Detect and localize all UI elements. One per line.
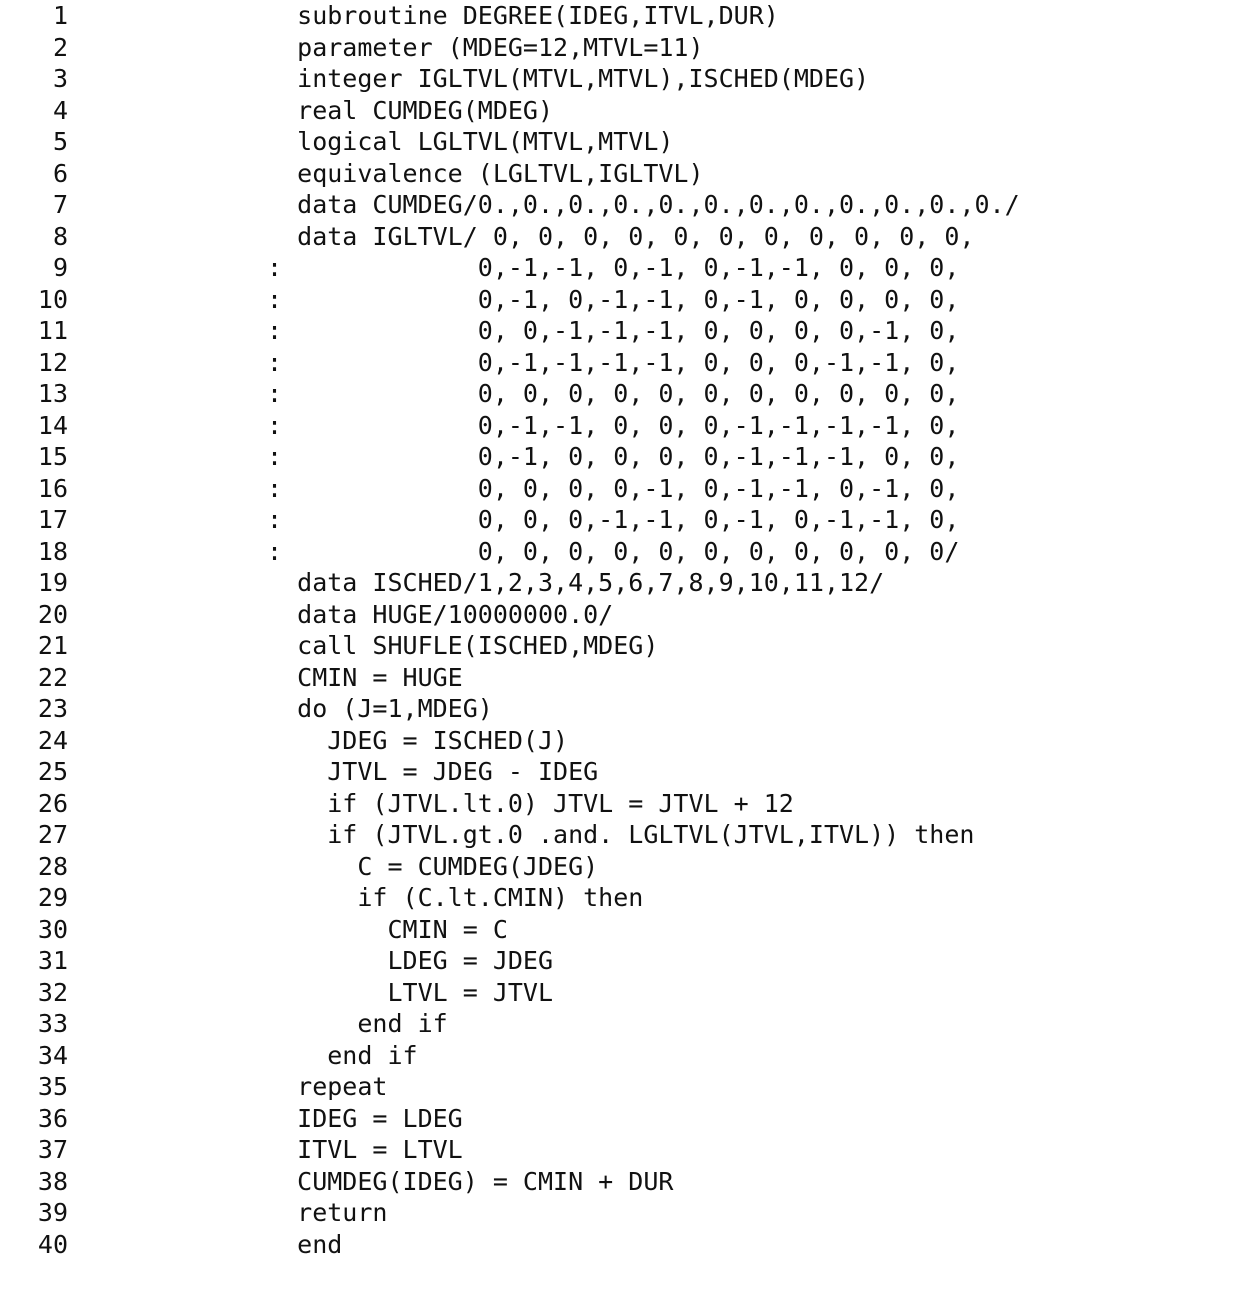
code-line	[0, 1103, 1254, 1135]
code-line	[0, 882, 1254, 914]
code-text: IDEG = LDEG	[252, 1103, 463, 1133]
code-text: : 0, 0, 0,-1,-1, 0,-1, 0,-1,-1, 0,	[252, 505, 960, 534]
line-number: 16	[37, 473, 68, 503]
code-text: do (J=1,MDEG)	[252, 694, 493, 723]
code-text: data IGLTVL/ 0, 0, 0, 0, 0, 0, 0, 0, 0, 0, 0,	[252, 221, 975, 251]
code-text: LDEG = JDEG	[252, 946, 554, 975]
code-text: if (JTVL.lt.0) JTVL = JTVL + 12	[252, 788, 794, 818]
line-number: 22	[37, 662, 68, 692]
code-text: call SHUFLE(ISCHED,MDEG)	[252, 631, 659, 660]
code-line	[0, 756, 1254, 788]
code-line	[0, 504, 1254, 536]
code-line	[0, 252, 1254, 284]
code-text: end if	[252, 1040, 418, 1070]
line-number: 35	[37, 1072, 68, 1101]
line-number: 12	[37, 347, 68, 377]
code-text: : 0,-1,-1, 0, 0, 0,-1,-1,-1,-1, 0,	[252, 410, 960, 440]
line-number: 1	[52, 1, 68, 30]
code-text: : 0, 0, 0, 0, 0, 0, 0, 0, 0, 0, 0/	[252, 536, 960, 566]
code-line	[0, 32, 1254, 64]
code-text: data ISCHED/1,2,3,4,5,6,7,8,9,10,11,12/	[252, 568, 885, 597]
line-number: 20	[37, 599, 68, 629]
code-text: end	[252, 1229, 343, 1259]
line-number: 24	[37, 725, 68, 755]
line-number: 14	[37, 410, 68, 440]
line-number: 8	[52, 221, 68, 251]
line-number: 39	[37, 1198, 68, 1227]
code-text: parameter (MDEG=12,MTVL=11)	[252, 32, 704, 62]
code-line	[0, 189, 1254, 221]
code-text: JDEG = ISCHED(J)	[252, 725, 569, 755]
line-number: 23	[37, 694, 68, 723]
line-number: 31	[37, 946, 68, 975]
code-line	[0, 1071, 1254, 1103]
code-text: data CUMDEG/0.,0.,0.,0.,0.,0.,0.,0.,0.,0.,0.,0./	[252, 190, 1020, 219]
code-text: end if	[252, 1009, 448, 1038]
line-number: 26	[37, 788, 68, 818]
line-number: 13	[37, 379, 68, 408]
code-line	[0, 95, 1254, 127]
code-line	[0, 914, 1254, 946]
line-number: 15	[37, 442, 68, 471]
code-line	[0, 126, 1254, 158]
code-line	[0, 567, 1254, 599]
code-line	[0, 1166, 1254, 1198]
code-line	[0, 662, 1254, 694]
code-line	[0, 725, 1254, 757]
code-line	[0, 788, 1254, 820]
code-line	[0, 819, 1254, 851]
code-line	[0, 977, 1254, 1009]
code-text: CUMDEG(IDEG) = CMIN + DUR	[252, 1166, 674, 1196]
code-text: real CUMDEG(MDEG)	[252, 95, 554, 125]
line-number: 9	[52, 253, 68, 282]
code-text: : 0, 0,-1,-1,-1, 0, 0, 0, 0,-1, 0,	[252, 316, 960, 345]
code-text: : 0,-1, 0, 0, 0, 0,-1,-1,-1, 0, 0,	[252, 442, 960, 471]
line-number: 40	[37, 1229, 68, 1259]
code-text: integer IGLTVL(MTVL,MTVL),ISCHED(MDEG)	[252, 64, 870, 93]
code-text: JTVL = JDEG - IDEG	[252, 757, 599, 786]
line-number: 37	[37, 1135, 68, 1164]
code-line	[0, 693, 1254, 725]
code-text: equivalence (LGLTVL,IGLTVL)	[252, 158, 704, 188]
code-text: : 0,-1,-1, 0,-1, 0,-1,-1, 0, 0, 0,	[252, 253, 960, 282]
line-number: 19	[37, 568, 68, 597]
line-number: 36	[37, 1103, 68, 1133]
code-text: C = CUMDEG(JDEG)	[252, 851, 599, 881]
code-line	[0, 536, 1254, 568]
line-number: 38	[37, 1166, 68, 1196]
code-line	[0, 1229, 1254, 1261]
code-text: CMIN = C	[252, 914, 508, 944]
code-text: if (C.lt.CMIN) then	[252, 883, 644, 912]
code-line	[0, 284, 1254, 316]
code-text: : 0,-1,-1,-1,-1, 0, 0, 0,-1,-1, 0,	[252, 347, 960, 377]
code-text: repeat	[252, 1072, 388, 1101]
code-text: CMIN = HUGE	[252, 662, 463, 692]
code-line	[0, 410, 1254, 442]
code-text: return	[252, 1198, 388, 1227]
code-text: : 0,-1, 0,-1,-1, 0,-1, 0, 0, 0, 0,	[252, 284, 960, 314]
code-line	[0, 851, 1254, 883]
line-number: 5	[52, 127, 68, 156]
code-text: LTVL = JTVL	[252, 977, 554, 1007]
line-number: 27	[37, 820, 68, 849]
line-number: 34	[37, 1040, 68, 1070]
line-number: 32	[37, 977, 68, 1007]
line-number: 18	[37, 536, 68, 566]
code-line	[0, 378, 1254, 410]
line-number: 29	[37, 883, 68, 912]
line-number: 4	[52, 95, 68, 125]
line-number: 10	[37, 284, 68, 314]
code-line	[0, 221, 1254, 253]
line-number: 3	[52, 64, 68, 93]
code-text: ITVL = LTVL	[252, 1135, 463, 1164]
code-line	[0, 0, 1254, 32]
code-line	[0, 158, 1254, 190]
line-number: 25	[37, 757, 68, 786]
code-text: data HUGE/10000000.0/	[252, 599, 614, 629]
line-number: 30	[37, 914, 68, 944]
code-line	[0, 1008, 1254, 1040]
code-text: : 0, 0, 0, 0, 0, 0, 0, 0, 0, 0, 0,	[252, 379, 960, 408]
code-line	[0, 630, 1254, 662]
line-number: 17	[37, 505, 68, 534]
line-number: 2	[52, 32, 68, 62]
code-line	[0, 1197, 1254, 1229]
code-line	[0, 347, 1254, 379]
line-number: 21	[37, 631, 68, 660]
line-number: 33	[37, 1009, 68, 1038]
code-text: subroutine DEGREE(IDEG,ITVL,DUR)	[252, 1, 779, 30]
code-text: : 0, 0, 0, 0,-1, 0,-1,-1, 0,-1, 0,	[252, 473, 960, 503]
code-line	[0, 63, 1254, 95]
code-line	[0, 1134, 1254, 1166]
line-number: 11	[37, 316, 68, 345]
code-line	[0, 599, 1254, 631]
code-line	[0, 945, 1254, 977]
code-line	[0, 473, 1254, 505]
line-number: 6	[52, 158, 68, 188]
line-number: 28	[37, 851, 68, 881]
code-line	[0, 315, 1254, 347]
code-line	[0, 441, 1254, 473]
code-text: logical LGLTVL(MTVL,MTVL)	[252, 127, 674, 156]
line-number: 7	[52, 190, 68, 219]
code-line	[0, 1040, 1254, 1072]
code-text: if (JTVL.gt.0 .and. LGLTVL(JTVL,ITVL)) then	[252, 820, 975, 849]
